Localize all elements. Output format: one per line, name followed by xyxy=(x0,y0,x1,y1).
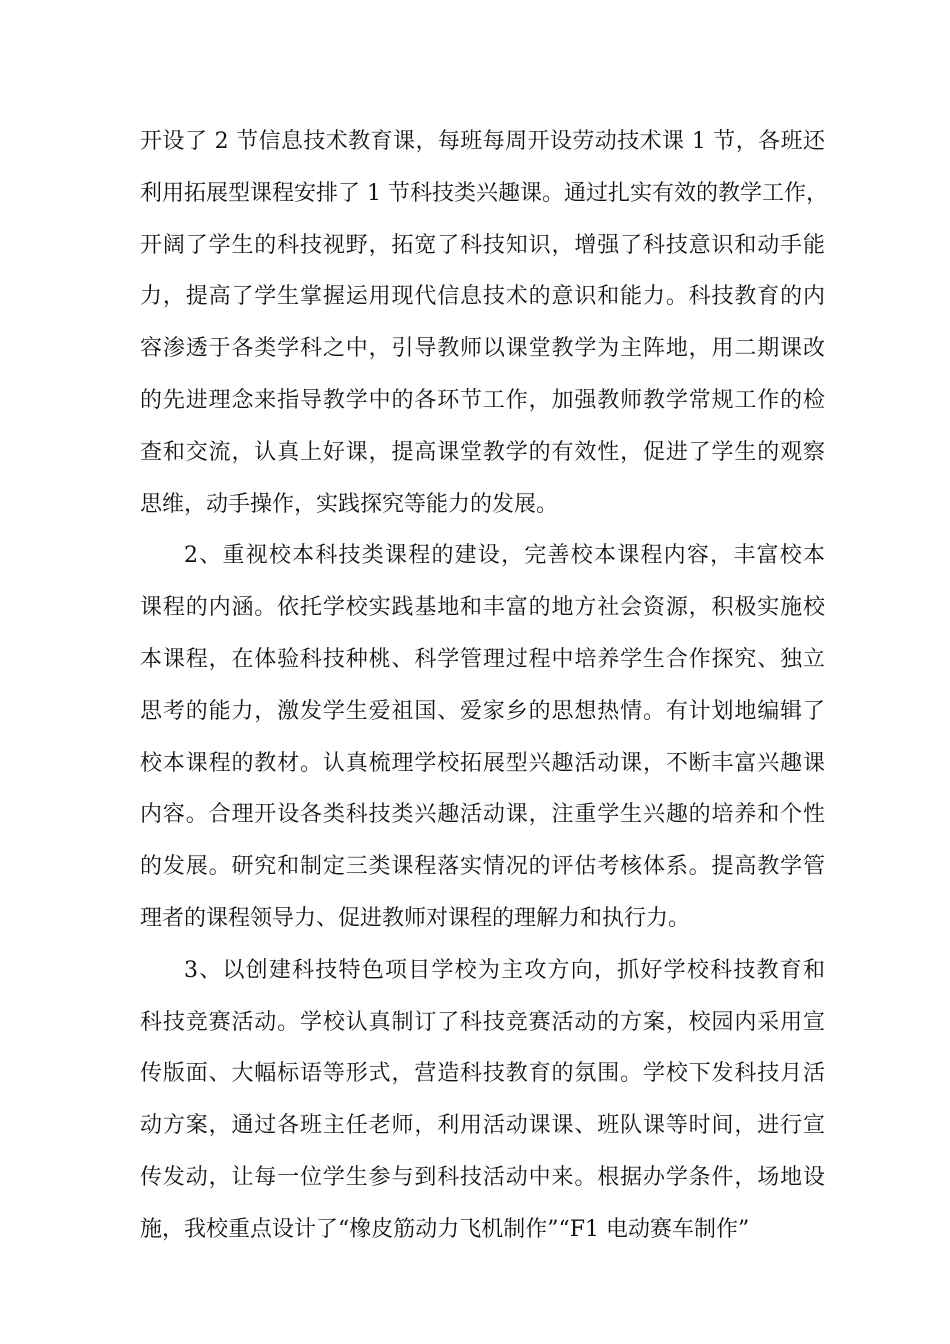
document-body xyxy=(140,123,828,1263)
text-line: 本课程，在体验科技种桃、科学管理过程中培养学生合作探究、独立 xyxy=(140,646,825,672)
text-line: 动方案，通过各班主任老师，利用活动课课、班队课等时间，进行宣 xyxy=(140,1113,825,1139)
text-line: 利用拓展型课程安排了 1 节科技类兴趣课。通过扎实有效的教学工作， xyxy=(140,180,828,206)
text-line: 内容。合理开设各类科技类兴趣活动课，注重学生兴趣的培养和个性 xyxy=(140,802,825,828)
paragraph-start-line: 2、重视校本科技类课程的建设，完善校本课程内容，丰富校本 xyxy=(184,543,825,569)
text-line: 容渗透于各类学科之中，引导教师以课堂教学为主阵地，用二期课改 xyxy=(140,336,825,362)
text-line: 施，我校重点设计了“橡皮筋动力飞机制作”“F1 电动赛车制作” xyxy=(140,1216,750,1242)
text-line: 开设了 2 节信息技术教育课，每班每周开设劳动技术课 1 节，各班还 xyxy=(140,129,825,154)
paragraph-start-line: 3、以创建科技特色项目学校为主攻方向，抓好学校科技教育和 xyxy=(184,957,825,983)
text-line: 课程的内涵。依托学校实践基地和丰富的地方社会资源，积极实施校 xyxy=(140,595,825,621)
text-line: 传发动，让每一位学生参与到科技活动中来。根据办学条件，场地设 xyxy=(140,1164,825,1190)
text-line: 力，提高了学生掌握运用现代信息技术的意识和能力。科技教育的内 xyxy=(140,284,825,310)
text-line: 的发展。研究和制定三类课程落实情况的评估考核体系。提高教学管 xyxy=(140,854,825,880)
text-line: 科技竞赛活动。学校认真制订了科技竞赛活动的方案，校园内采用宣 xyxy=(140,1009,825,1035)
text-line: 思维，动手操作，实践探究等能力的发展。 xyxy=(140,491,559,517)
text-line: 的先进理念来指导教学中的各环节工作，加强教师教学常规工作的检 xyxy=(140,387,825,413)
text-line: 查和交流，认真上好课，提高课堂教学的有效性，促进了学生的观察 xyxy=(140,439,825,465)
text-line: 理者的课程领导力、促进教师对课程的理解力和执行力。 xyxy=(140,905,691,931)
text-line: 思考的能力，激发学生爱祖国、爱家乡的思想热情。有计划地编辑了 xyxy=(140,698,825,724)
text-line: 传版面、大幅标语等形式，营造科技教育的氛围。学校下发科技月活 xyxy=(140,1061,825,1087)
text-line: 开阔了学生的科技视野，拓宽了科技知识，增强了科技意识和动手能 xyxy=(140,232,825,258)
text-line: 校本课程的教材。认真梳理学校拓展型兴趣活动课，不断丰富兴趣课 xyxy=(140,750,825,776)
